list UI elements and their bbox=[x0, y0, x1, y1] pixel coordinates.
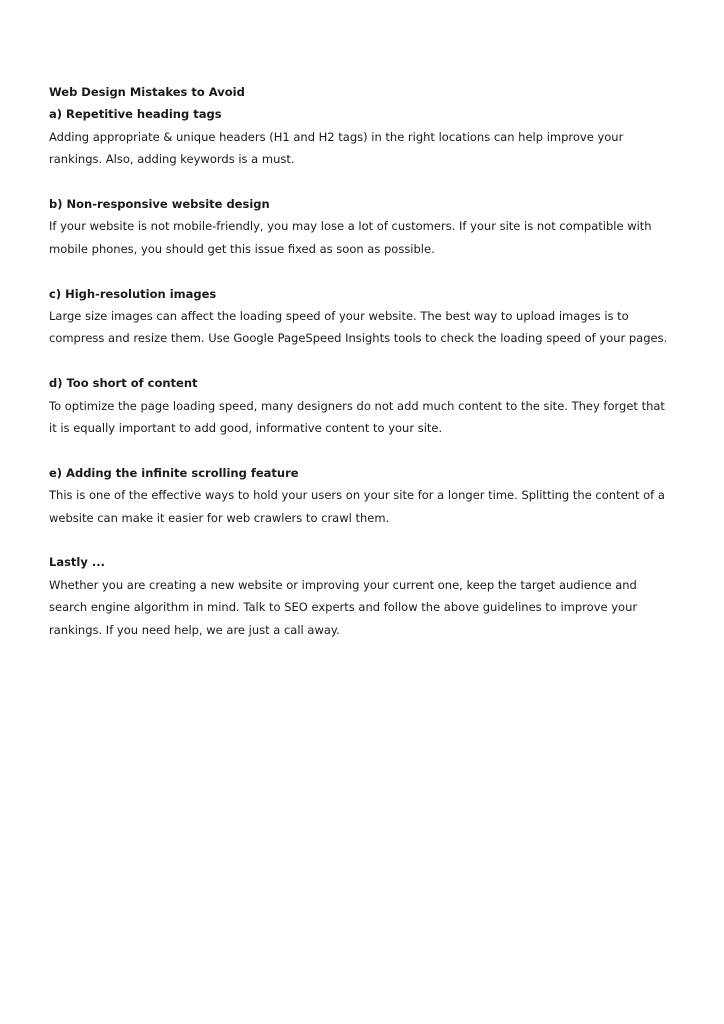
section-body: Large size images can affect the loading speed of your website. The best way to upload images is to compress and resize them. Use Google PageSpeed Insights tools to check the loading speed of your pages. bbox=[49, 309, 668, 346]
section-infinite-scrolling bbox=[49, 462, 671, 529]
section-too-short-content bbox=[49, 372, 671, 439]
section-heading: c) High-resolution images bbox=[49, 286, 217, 301]
section-repetitive-heading-tags bbox=[49, 103, 671, 170]
section-non-responsive-design bbox=[49, 193, 671, 260]
section-body: This is one of the effective ways to hold your users on your site for a longer time. Splitting the content of a website can make it easier for web crawlers to crawl them. bbox=[49, 488, 665, 525]
section-body: If your website is not mobile-friendly, you may lose a lot of customers. If your site is not compatible with mobile phones, you should get this issue fixed as soon as possible. bbox=[49, 219, 652, 256]
section-heading: d) Too short of content bbox=[49, 376, 198, 391]
section-high-resolution-images bbox=[49, 283, 671, 350]
section-heading: a) Repetitive heading tags bbox=[49, 107, 222, 122]
section-heading: Lastly ... bbox=[49, 555, 105, 570]
section-body: Adding appropriate & unique headers (H1 and H2 tags) in the right locations can help improve your rankings. Also, adding keywords is a must. bbox=[49, 129, 624, 167]
section-body: To optimize the page loading speed, many designers do not add much content to the site. They forget that it is equally important to add good, informative content to your site. bbox=[49, 398, 665, 436]
document-page bbox=[49, 81, 671, 663]
document-title: Web Design Mistakes to Avoid bbox=[49, 85, 245, 99]
section-body: Whether you are creating a new website or improving your current one, keep the target audience and search engine algorithm in mind. Talk to SEO experts and follow the above guidelines to improve your rankings. If you need help, we are just a call away. bbox=[49, 577, 638, 637]
section-lastly bbox=[49, 551, 671, 641]
section-heading: b) Non-responsive website design bbox=[49, 197, 270, 212]
section-heading: e) Adding the infinite scrolling feature bbox=[49, 465, 299, 480]
